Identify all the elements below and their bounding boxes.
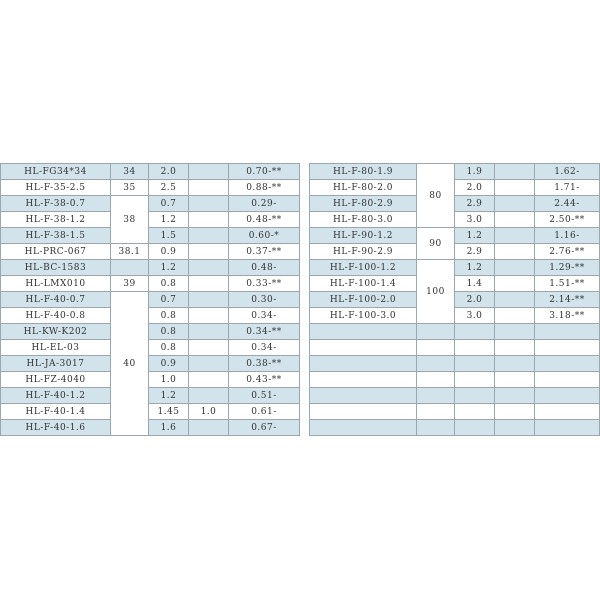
value-b-cell [495, 180, 535, 196]
value-b-cell [189, 276, 229, 292]
value-b-cell [495, 212, 535, 228]
value-a-cell: 0.7 [149, 196, 189, 212]
value-c-cell [535, 372, 600, 388]
right-product-table [309, 163, 600, 436]
value-b-cell [495, 244, 535, 260]
table-row [310, 420, 600, 436]
value-b-cell [189, 212, 229, 228]
size-cell [417, 420, 455, 436]
table-row [1, 404, 300, 420]
value-a-cell: 1.5 [149, 228, 189, 244]
value-c-cell: 0.43-** [229, 372, 300, 388]
model-cell: HL-PRC-067 [1, 244, 111, 260]
value-c-cell [535, 388, 600, 404]
value-c-cell: 0.29- [229, 196, 300, 212]
value-c-cell: 1.71- [535, 180, 600, 196]
table-row [310, 356, 600, 372]
value-b-cell [189, 308, 229, 324]
value-c-cell: 1.16- [535, 228, 600, 244]
value-b-cell [189, 420, 229, 436]
value-a-cell: 1.45 [149, 404, 189, 420]
table-row [1, 292, 300, 308]
value-c-cell: 0.34-** [229, 324, 300, 340]
value-c-cell: 3.18-** [535, 308, 600, 324]
model-cell: HL-F-100-3.0 [310, 308, 417, 324]
value-c-cell: 0.88-** [229, 180, 300, 196]
value-a-cell [455, 324, 495, 340]
table-row [1, 420, 300, 436]
value-a-cell [455, 356, 495, 372]
model-cell: HL-JA-3017 [1, 356, 111, 372]
size-cell: 35 [111, 180, 149, 196]
value-b-cell [189, 372, 229, 388]
value-b-cell [495, 228, 535, 244]
left-product-table [0, 163, 300, 436]
value-b-cell [189, 388, 229, 404]
model-cell [310, 420, 417, 436]
value-a-cell: 0.8 [149, 308, 189, 324]
value-c-cell: 0.34- [229, 340, 300, 356]
table-row [310, 164, 600, 180]
value-b-cell [189, 356, 229, 372]
value-c-cell [535, 420, 600, 436]
table-row [1, 388, 300, 404]
size-cell [417, 388, 455, 404]
value-c-cell: 0.33-** [229, 276, 300, 292]
value-b-cell [495, 340, 535, 356]
size-cell: 90 [417, 228, 455, 260]
size-cell: 80 [417, 164, 455, 228]
value-a-cell [455, 420, 495, 436]
table-row [310, 404, 600, 420]
value-a-cell: 0.8 [149, 276, 189, 292]
value-c-cell: 0.70-** [229, 164, 300, 180]
table-row [310, 324, 600, 340]
model-cell: HL-F-80-1.9 [310, 164, 417, 180]
table-row [310, 276, 600, 292]
model-cell: HL-F-90-2.9 [310, 244, 417, 260]
value-a-cell: 1.4 [455, 276, 495, 292]
value-a-cell [455, 404, 495, 420]
value-b-cell [495, 372, 535, 388]
value-c-cell: 0.30- [229, 292, 300, 308]
value-c-cell: 2.50-** [535, 212, 600, 228]
value-a-cell: 0.7 [149, 292, 189, 308]
value-c-cell: 0.38-** [229, 356, 300, 372]
value-b-cell [495, 292, 535, 308]
table-row [310, 212, 600, 228]
value-b-cell [189, 260, 229, 276]
model-cell: HL-LMX010 [1, 276, 111, 292]
model-cell [310, 324, 417, 340]
value-c-cell: 2.14-** [535, 292, 600, 308]
value-c-cell: 0.60-* [229, 228, 300, 244]
table-row [1, 260, 300, 276]
size-cell: 40 [111, 292, 149, 436]
value-a-cell [455, 340, 495, 356]
model-cell: HL-F-40-1.4 [1, 404, 111, 420]
value-b-cell [189, 180, 229, 196]
value-b-cell [189, 164, 229, 180]
table-row [1, 180, 300, 196]
value-c-cell: 0.37-** [229, 244, 300, 260]
model-cell: HL-F-100-2.0 [310, 292, 417, 308]
table-row [310, 180, 600, 196]
value-a-cell: 0.8 [149, 340, 189, 356]
model-cell: HL-FG34*34 [1, 164, 111, 180]
value-b-cell [495, 404, 535, 420]
value-a-cell: 1.2 [455, 260, 495, 276]
model-cell: HL-FZ-4040 [1, 372, 111, 388]
table-row [1, 244, 300, 260]
model-cell: HL-F-80-2.0 [310, 180, 417, 196]
table-row [310, 228, 600, 244]
value-b-cell [189, 228, 229, 244]
value-b-cell [495, 276, 535, 292]
table-row [1, 356, 300, 372]
value-a-cell: 1.2 [149, 212, 189, 228]
table-row [1, 276, 300, 292]
value-b-cell [189, 196, 229, 212]
size-cell: 39 [111, 276, 149, 292]
value-c-cell: 0.34- [229, 308, 300, 324]
model-cell [310, 356, 417, 372]
value-b-cell [495, 196, 535, 212]
model-cell: HL-EL-03 [1, 340, 111, 356]
table-row [310, 260, 600, 276]
model-cell: HL-F-38-0.7 [1, 196, 111, 212]
model-cell: HL-BC-1583 [1, 260, 111, 276]
value-a-cell: 1.6 [149, 420, 189, 436]
value-a-cell [455, 372, 495, 388]
model-cell: HL-F-90-1.2 [310, 228, 417, 244]
table-row [1, 340, 300, 356]
value-a-cell: 2.0 [455, 180, 495, 196]
table-row [1, 372, 300, 388]
model-cell: HL-F-40-1.6 [1, 420, 111, 436]
value-c-cell: 0.61- [229, 404, 300, 420]
table-row [310, 308, 600, 324]
model-cell: HL-F-40-1.2 [1, 388, 111, 404]
value-c-cell: 1.62- [535, 164, 600, 180]
value-a-cell: 2.9 [455, 196, 495, 212]
table-row [310, 388, 600, 404]
value-c-cell: 1.29-** [535, 260, 600, 276]
value-c-cell: 0.48- [229, 260, 300, 276]
value-a-cell: 0.9 [149, 244, 189, 260]
value-a-cell: 1.2 [455, 228, 495, 244]
value-a-cell: 3.0 [455, 212, 495, 228]
value-b-cell [495, 164, 535, 180]
value-b-cell [495, 388, 535, 404]
table-row [1, 164, 300, 180]
value-a-cell: 2.0 [455, 292, 495, 308]
value-b-cell: 1.0 [189, 404, 229, 420]
value-a-cell [455, 388, 495, 404]
model-cell [310, 388, 417, 404]
size-cell [417, 404, 455, 420]
value-a-cell: 1.2 [149, 260, 189, 276]
model-cell: HL-KW-K202 [1, 324, 111, 340]
value-b-cell [189, 340, 229, 356]
value-b-cell [495, 356, 535, 372]
value-c-cell: 0.51- [229, 388, 300, 404]
table-row [310, 244, 600, 260]
table-row [310, 196, 600, 212]
model-cell [310, 372, 417, 388]
value-b-cell [189, 244, 229, 260]
model-cell [310, 404, 417, 420]
value-c-cell [535, 356, 600, 372]
value-b-cell [189, 292, 229, 308]
value-b-cell [495, 308, 535, 324]
model-cell: HL-F-38-1.5 [1, 228, 111, 244]
value-a-cell: 3.0 [455, 308, 495, 324]
size-cell: 38 [111, 196, 149, 244]
table-row [1, 196, 300, 212]
value-a-cell: 1.0 [149, 372, 189, 388]
value-c-cell: 1.51-** [535, 276, 600, 292]
value-c-cell: 2.44- [535, 196, 600, 212]
value-b-cell [495, 260, 535, 276]
model-cell: HL-F-80-3.0 [310, 212, 417, 228]
model-cell: HL-F-100-1.2 [310, 260, 417, 276]
model-cell: HL-F-38-1.2 [1, 212, 111, 228]
value-a-cell: 2.0 [149, 164, 189, 180]
value-c-cell [535, 340, 600, 356]
value-b-cell [495, 420, 535, 436]
size-cell: 38.1 [111, 244, 149, 260]
table-row [310, 292, 600, 308]
model-cell [310, 340, 417, 356]
model-cell: HL-F-35-2.5 [1, 180, 111, 196]
model-cell: HL-F-40-0.7 [1, 292, 111, 308]
value-a-cell: 0.9 [149, 356, 189, 372]
size-cell [417, 340, 455, 356]
table-row [1, 228, 300, 244]
value-c-cell: 2.76-** [535, 244, 600, 260]
table-row [1, 212, 300, 228]
size-cell: 34 [111, 164, 149, 180]
value-a-cell: 2.5 [149, 180, 189, 196]
value-a-cell: 0.8 [149, 324, 189, 340]
table-row [1, 324, 300, 340]
size-cell: 100 [417, 260, 455, 324]
value-a-cell: 2.9 [455, 244, 495, 260]
size-cell [111, 260, 149, 276]
value-a-cell: 1.9 [455, 164, 495, 180]
value-b-cell [189, 324, 229, 340]
value-c-cell: 0.67- [229, 420, 300, 436]
value-c-cell: 0.48-** [229, 212, 300, 228]
size-cell [417, 372, 455, 388]
table-row [310, 340, 600, 356]
model-cell: HL-F-80-2.9 [310, 196, 417, 212]
value-c-cell [535, 404, 600, 420]
model-cell: HL-F-100-1.4 [310, 276, 417, 292]
size-cell [417, 356, 455, 372]
table-row [310, 372, 600, 388]
value-c-cell [535, 324, 600, 340]
size-cell [417, 324, 455, 340]
table-row [1, 308, 300, 324]
model-cell: HL-F-40-0.8 [1, 308, 111, 324]
value-a-cell: 1.2 [149, 388, 189, 404]
value-b-cell [495, 324, 535, 340]
